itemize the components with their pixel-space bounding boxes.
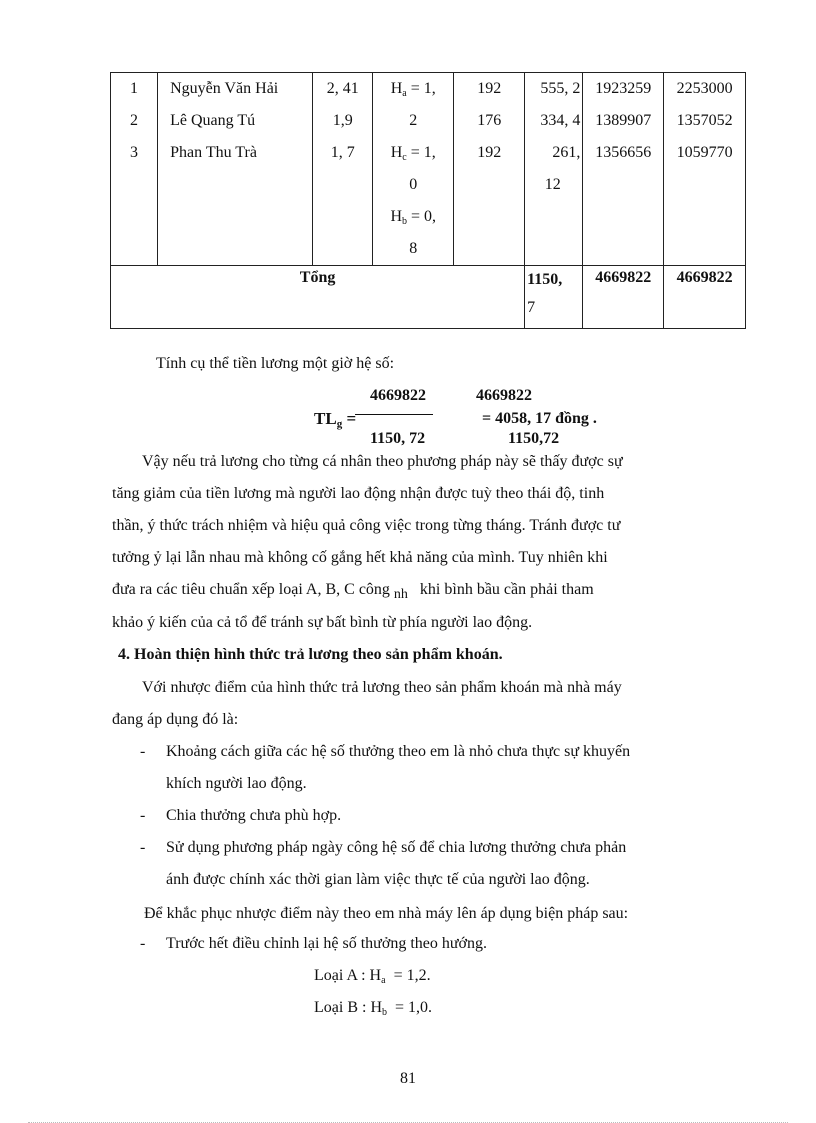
stt-cell [111, 73, 158, 266]
he-3-cont: 12 [544, 176, 561, 193]
paragraph-1 [112, 446, 748, 639]
h-b-line: Hb = 0, [390, 208, 437, 227]
paragraph-2 [112, 672, 748, 736]
h-cell [373, 73, 454, 266]
name-1: Nguyễn Văn Hải [170, 80, 279, 97]
tien-3: 1356656 [595, 144, 652, 161]
name-cell [158, 73, 313, 266]
bullet3-line1: Sử dụng phương pháp ngày công hệ số để chia lương thưởng chưa phản [166, 839, 627, 856]
formula-num2: 4669822 [476, 387, 532, 404]
tien-cell [583, 73, 664, 266]
k-2: 1,9 [332, 112, 353, 129]
total-he-b: 7 [527, 299, 536, 316]
gio-3: 192 [477, 144, 502, 161]
h-b-cont: 8 [409, 240, 418, 257]
total-tien: 4669822 [583, 266, 664, 329]
total-row [111, 266, 746, 329]
formula-den1: 1150, 72 [370, 430, 426, 447]
k-1: 2, 41 [326, 80, 359, 97]
he-cell [525, 73, 583, 266]
wage-table [110, 72, 746, 329]
stt-1: 1 [130, 80, 139, 97]
loai-b: Loại B : Hb = 1,0. [314, 999, 433, 1018]
h-a-line: Ha = 1, [390, 80, 436, 99]
he-3: 261, [552, 144, 581, 161]
loai-a: Loại A : Ha = 1,2. [314, 967, 431, 986]
para1-line5: đưa ra các tiêu chuẩn xếp loại A, B, C công nh khi bình bầu cần phải tham [112, 581, 594, 602]
formula-lhs: TLg = [314, 409, 357, 430]
he-1: 555, 2 [540, 80, 581, 97]
gio-1: 192 [477, 80, 502, 97]
h-c-line: Hc = 1, [390, 144, 436, 163]
para1-line1: Vậy nếu trả lương cho từng cá nhân theo phương pháp này sẽ thấy được sự [142, 453, 623, 470]
formula-num1: 4669822 [370, 387, 426, 404]
para2-line2: đang áp dụng đó là: [112, 711, 239, 728]
table-row [111, 73, 746, 266]
tl-3: 1059770 [676, 144, 733, 161]
para1-line2: tăng giảm của tiền lương mà người lao động nhận được tuỳ theo thái độ, tinh [112, 485, 605, 502]
total-tl: 4669822 [664, 266, 746, 329]
tl-cell [664, 73, 746, 266]
tien-2: 1389907 [595, 112, 652, 129]
name-2: Lê Quang Tú [170, 112, 256, 129]
bullet1-line2: khích người lao động. [166, 775, 307, 792]
k-3: 1, 7 [330, 144, 355, 161]
bullet3-line2: ánh được chính xác thời gian làm việc thực tế của người lao động. [166, 871, 590, 888]
total-he-cell [525, 266, 583, 329]
intro-text: Tính cụ thể tiền lương một giờ hệ số: [156, 355, 395, 372]
bullet-3: - Sử dụng phương pháp ngày công hệ số để chia lương thưởng chưa phản ánh được chính xác thời gian làm việc thực tế của người lao động. [140, 832, 740, 896]
bullet-1: - Khoảng cách giữa các hệ số thưởng theo em là nhỏ chưa thực sự khuyến khích người lao động. [140, 736, 740, 800]
fix-bullet: - Trước hết điều chỉnh lại hệ số thưởng theo hướng. [140, 935, 487, 952]
page-number: 81 [400, 1070, 416, 1087]
total-he-a: 1150, [527, 271, 563, 288]
total-label: Tổng [111, 266, 525, 329]
para1-line3: thần, ý thức trách nhiệm và hiệu quả công việc trong từng tháng. Tránh được tư [112, 517, 621, 534]
bullet2-line1: Chia thưởng chưa phù hợp. [166, 807, 342, 824]
name-3: Phan Thu Trà [170, 144, 257, 161]
stt-3: 3 [130, 144, 139, 161]
fix-line: Để khắc phục nhược điểm này theo em nhà máy lên áp dụng biện pháp sau: [144, 905, 629, 922]
section-heading: 4. Hoàn thiện hình thức trả lương theo sản phẩm khoán. [118, 646, 503, 663]
formula-result: = 4058, 17 đồng . [482, 410, 597, 427]
stt-2: 2 [130, 112, 139, 129]
k-cell [313, 73, 373, 266]
tl-1: 2253000 [676, 80, 733, 97]
fraction-bar [355, 414, 433, 415]
bullet1-line1: Khoảng cách giữa các hệ số thưởng theo em là nhỏ chưa thực sự khuyến [166, 743, 631, 760]
para1-line4: tưởng ỷ lại lẫn nhau mà không cố gắng hết khả năng của mình. Tuy nhiên khi [112, 549, 608, 566]
h-c-cont: 0 [409, 176, 418, 193]
gio-2: 176 [477, 112, 502, 129]
he-2: 334, 4 [540, 112, 581, 129]
tien-1: 1923259 [595, 80, 652, 97]
bullet-2: - Chia thưởng chưa phù hợp. [140, 800, 740, 832]
formula-den2: 1150,72 [508, 430, 560, 447]
para2-line1: Với nhược điểm của hình thức trả lương theo sản phẩm khoán mà nhà máy [142, 679, 622, 696]
gio-cell [454, 73, 525, 266]
h-a-cont: 2 [409, 112, 418, 129]
tl-2: 1357052 [676, 112, 733, 129]
para1-line6: khảo ý kiến của cả tổ để tránh sự bất bình từ phía người lao động. [112, 614, 533, 631]
